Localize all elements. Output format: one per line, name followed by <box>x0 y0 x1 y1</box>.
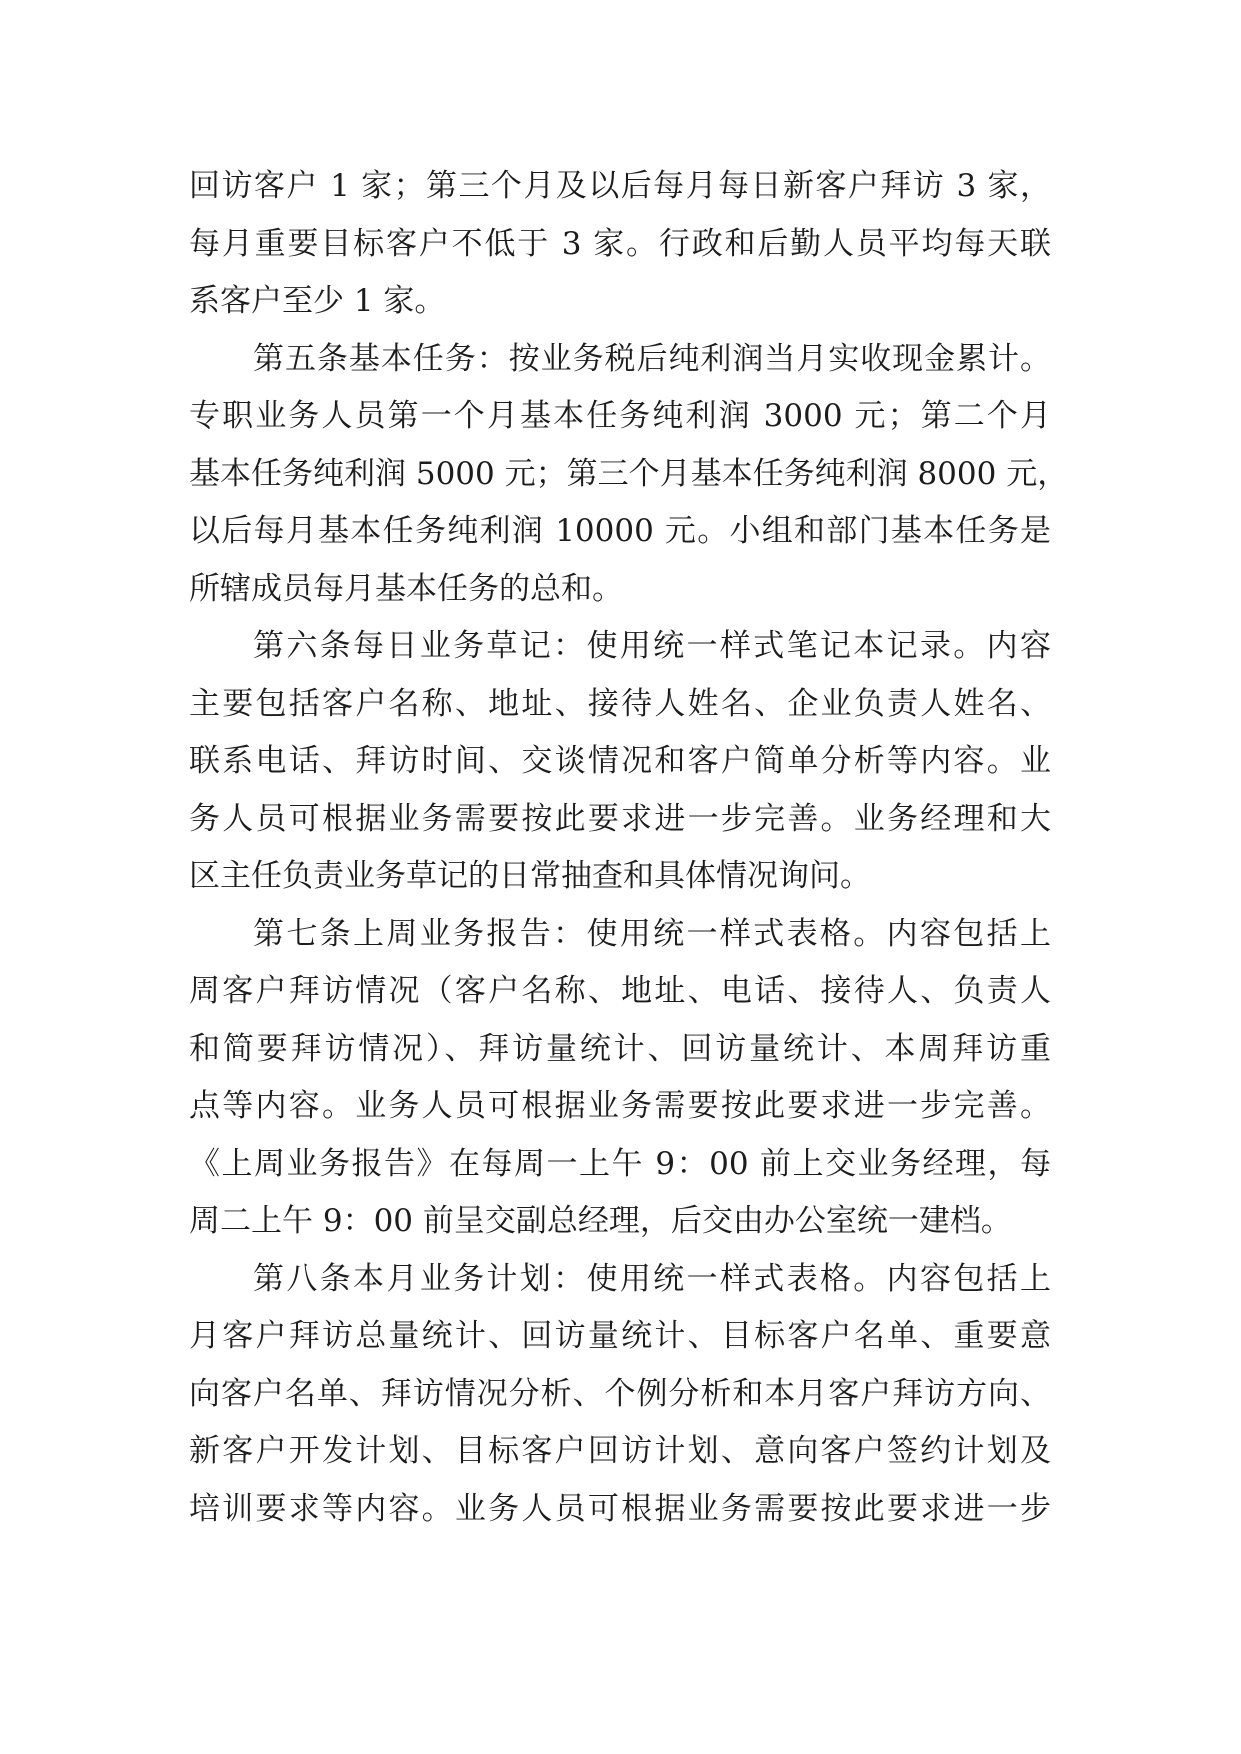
text-line: 周二上午 9：00 前呈交副总经理，后交由办公室统一建档。 <box>189 1203 1012 1239</box>
text-line: 联系电话、拜访时间、交谈情况和客户简单分析等内容。业 <box>189 743 1051 779</box>
text-line: 务人员可根据业务需要按此要求进一步完善。业务经理和大 <box>189 800 1051 837</box>
text-line: 系客户至少 1 家。 <box>189 283 446 319</box>
text-line: 回访客户 1 家；第三个月及以后每月每日新客户拜访 3 家， <box>189 168 1051 204</box>
text-line: 培训要求等内容。业务人员可根据业务需要按此要求进一步 <box>189 1490 1051 1527</box>
text-line: 每月重要目标客户不低于 3 家。行政和后勤人员平均每天联 <box>189 225 1051 262</box>
text-line: 《上周业务报告》在每周一上午 9：00 前上交业务经理，每 <box>189 1145 1051 1182</box>
paragraph <box>189 158 1051 331</box>
paragraph-article-7 <box>189 906 1051 1251</box>
text-line: 第七条上周业务报告：使用统一样式表格。内容包括上 <box>253 915 1051 952</box>
text-line: 点等内容。业务人员可根据业务需要按此要求进一步完善。 <box>189 1088 1051 1124</box>
text-line: 第六条每日业务草记：使用统一样式笔记本记录。内容 <box>253 628 1051 664</box>
text-line: 专职业务人员第一个月基本任务纯利润 3000 元；第二个月 <box>189 398 1051 434</box>
text-line: 向客户名单、拜访情况分析、个例分析和本月客户拜访方向、 <box>189 1375 1051 1412</box>
paragraph-article-8 <box>189 1251 1051 1539</box>
text-line: 新客户开发计划、目标客户回访计划、意向客户签约计划及 <box>189 1433 1051 1469</box>
text-line: 基本任务纯利润 5000 元；第三个月基本任务纯利润 8000 元， <box>189 455 1069 492</box>
text-line: 主要包括客户名称、地址、接待人姓名、企业负责人姓名、 <box>189 685 1051 722</box>
text-line: 第五条基本任务：按业务税后纯利润当月实收现金累计。 <box>253 340 1051 377</box>
text-line: 月客户拜访总量统计、回访量统计、目标客户名单、重要意 <box>189 1318 1051 1354</box>
text-line: 周客户拜访情况（客户名称、地址、电话、接待人、负责人 <box>189 973 1051 1009</box>
document-body <box>189 158 1069 1538</box>
text-line: 和简要拜访情况）、拜访量统计、回访量统计、本周拜访重 <box>189 1030 1051 1067</box>
paragraph-article-5 <box>189 331 1069 619</box>
text-line: 区主任负责业务草记的日常抽查和具体情况询问。 <box>189 858 871 894</box>
text-line: 以后每月基本任务纯利润 10000 元。小组和部门基本任务是 <box>189 513 1051 549</box>
text-line: 所辖成员每月基本任务的总和。 <box>189 570 623 607</box>
paragraph-article-6 <box>189 618 1051 906</box>
text-line: 第八条本月业务计划：使用统一样式表格。内容包括上 <box>253 1260 1051 1297</box>
